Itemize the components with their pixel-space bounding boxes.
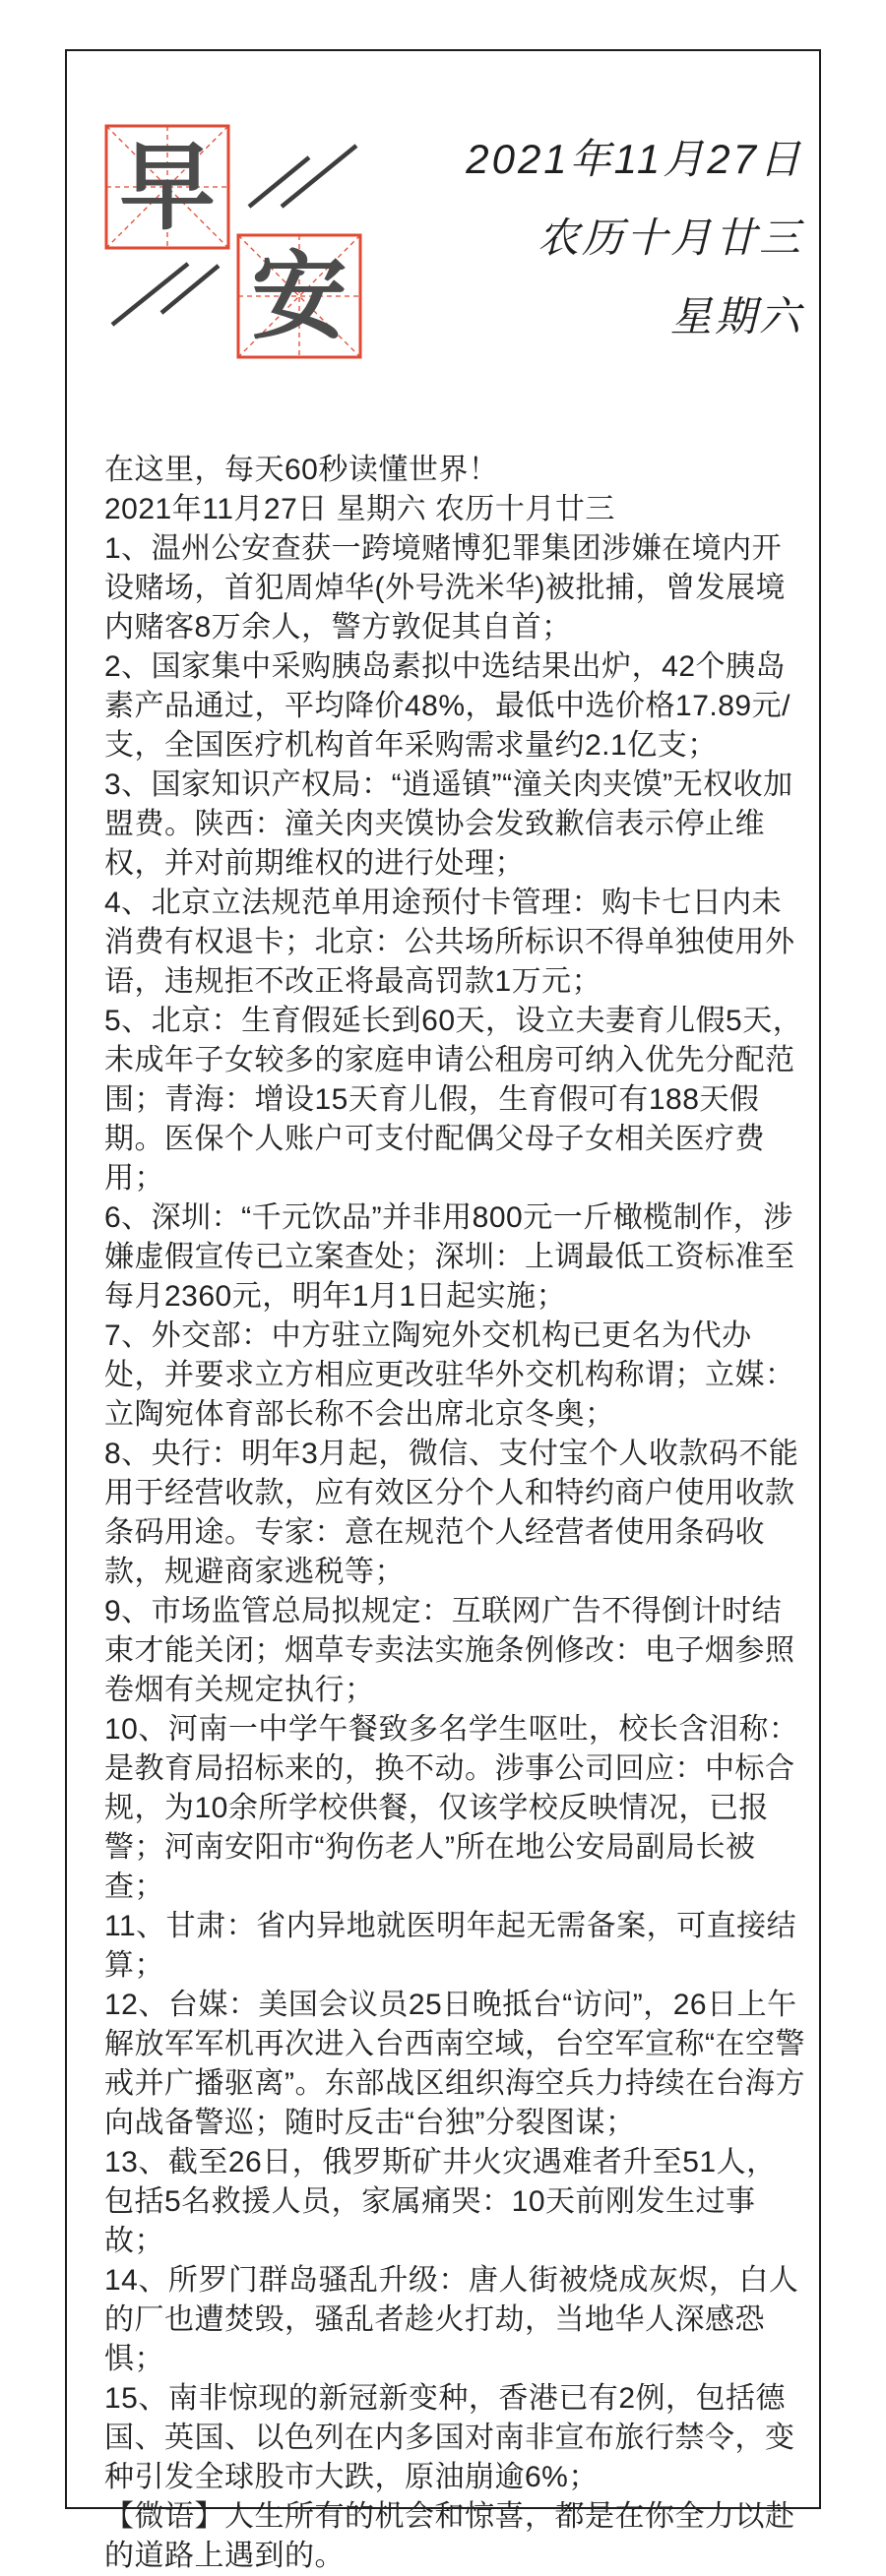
news-item: 6、深圳：“千元饮品”并非用800元一斤橄榄制作，涉嫌虚假宣传已立案查处；深圳：上调最低工资标准至每月2360元，明年1月1日起实施； xyxy=(104,1201,795,1313)
news-item: 7、外交部：中方驻立陶宛外交机构已更名为代办处，并要求立方相应更改驻华外交机构称谓；立媒：立陶宛体育部长称不会出席北京冬奥； xyxy=(104,1319,795,1431)
lunar-date-text: 农历十月廿三 xyxy=(537,215,803,261)
news-item: 2、国家集中采购胰岛素拟中选结果出炉，42个胰岛素产品通过，平均降价48%，最低中选价格17.89元/支，全国医疗机构首年采购需求量约2.1亿支； xyxy=(104,650,791,762)
news-item: 5、北京：生育假延长到60天，设立夫妻育儿假5天，未成年子女较多的家庭申请公租房可纳入优先分配范围；青海：增设15天育儿假，生育假可有188天假期。医保个人账户可支付配偶父母子女相关医疗费用； xyxy=(104,1005,803,1195)
zaoan-logo xyxy=(104,124,370,364)
quote-line: 【微语】人生所有的机会和惊喜，都是在你全力以赴的道路上遇到的。 xyxy=(104,2500,795,2572)
news-item: 3、国家知识产权局：“逍遥镇”“潼关肉夹馍”无权收加盟费。陕西：潼关肉夹馍协会发致歉信表示停止维权，并对前期维权的进行处理； xyxy=(104,768,793,880)
news-item: 15、南非惊现的新冠新变种，香港已有2例，包括德国、英国、以色列在内多国对南非宣布旅行禁令，变种引发全球股市大跌，原油崩逾6%； xyxy=(104,2382,795,2493)
news-item: 13、截至26日，俄罗斯矿井火灾遇难者升至51人，包括5名救援人员，家属痛哭：10天前刚发生过事故； xyxy=(104,2146,777,2257)
news-item: 9、市场监管总局拟规定：互联网广告不得倒计时结束才能关闭；烟草专卖法实施条例修改：电子烟参照卷烟有关规定执行； xyxy=(104,1595,795,1706)
date-text: 2021年11月27日 xyxy=(466,136,803,182)
news-item: 1、温州公安查获一跨境赌博犯罪集团涉嫌在境内开设赌场，首犯周焯华(外号洗米华)被批捕，曾发展境内赌客8万余人，警方敦促其自首； xyxy=(104,532,786,644)
zao-character: 早 xyxy=(119,133,216,241)
news-item: 14、所罗门群岛骚乱升级：唐人街被烧成灰烬，白人的厂也遭焚毁，骚乱者趁火打劫，当地华人深感恐惧； xyxy=(104,2264,799,2375)
weekday-text: 星期六 xyxy=(669,293,803,339)
news-body xyxy=(104,451,805,2576)
date-block xyxy=(466,120,803,356)
news-item: 11、甘肃：省内异地就医明年起无需备案，可直接结算； xyxy=(104,1910,797,1982)
news-item: 8、央行：明年3月起，微信、支付宝个人收款码不能用于经营收款，应有效区分个人和特约商户使用收款条码用途。专家：意在规范个人经营者使用条码收款，规避商家逃税等； xyxy=(104,1438,799,1588)
news-item: 4、北京立法规范单用途预付卡管理：购卡七日内未消费有权退卡；北京：公共场所标识不得单独使用外语，违规拒不改正将最高罚款1万元； xyxy=(104,887,795,998)
news-item: 12、台媒：美国会议员25日晚抵台“访问”，26日上午解放军军机再次进入台西南空域，台空军宣称“在空警戒并广播驱离”。东部战区组织海空兵力持续在台海方向战备警巡；随时反击“台独”分裂图谋； xyxy=(104,1989,805,2139)
content-frame xyxy=(65,49,821,2572)
news-item: 10、河南一中学午餐致多名学生呕吐，校长含泪称：是教育局招标来的，换不动。涉事公司回应：中标合规，为10余所学校供餐，仅该学校反映情况，已报警；河南安阳市“狗伤老人”所在地公安局副局长被查； xyxy=(104,1713,799,1903)
an-character: 安 xyxy=(251,242,348,350)
intro-line: 在这里，每天60秒读懂世界！ xyxy=(104,454,499,486)
date-line-repeat: 2021年11月27日 星期六 农历十月廿三 xyxy=(104,493,615,525)
